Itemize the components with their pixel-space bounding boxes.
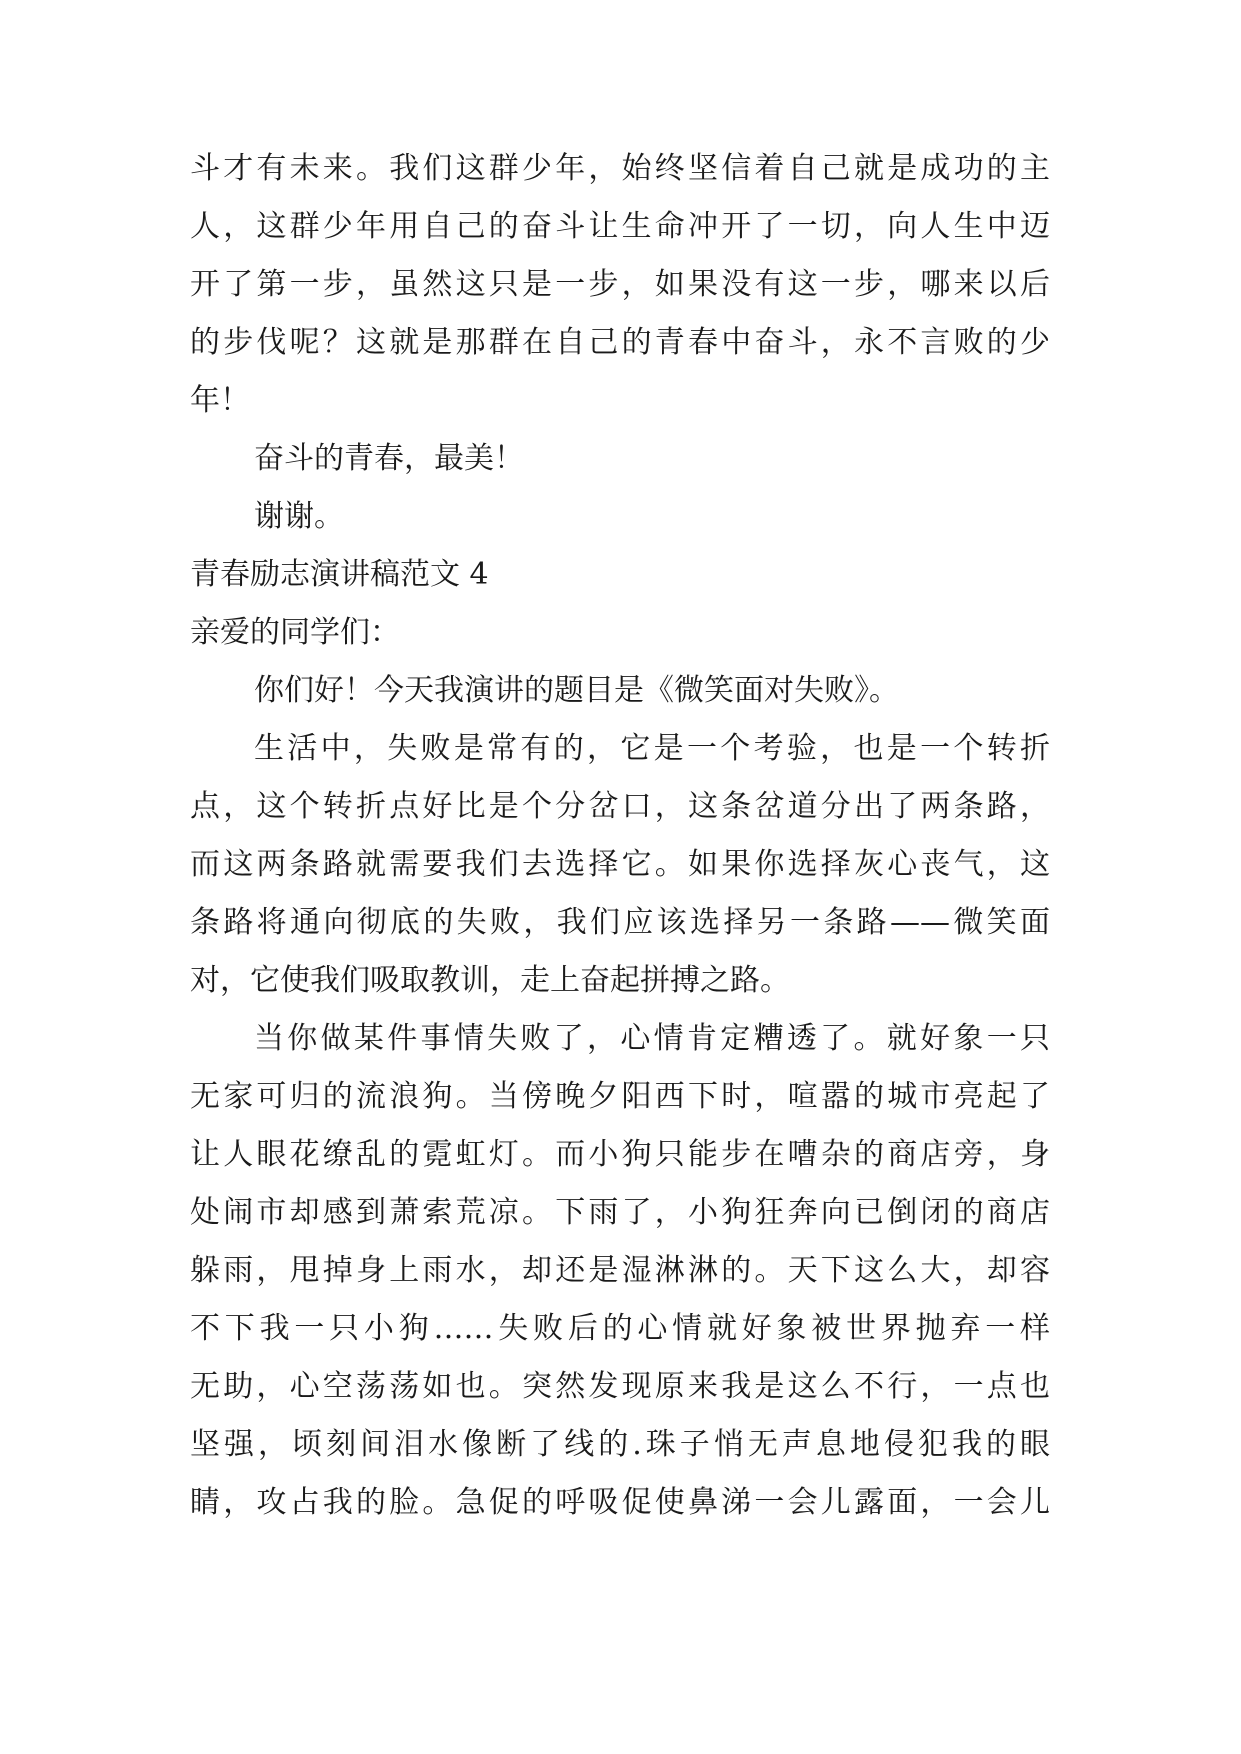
paragraph-line: 你们好！今天我演讲的题目是《微笑面对失败》。: [254, 673, 899, 708]
paragraph-line: 的步伐呢？这就是那群在自己的青春中奋斗，永不言败的少: [190, 325, 1050, 360]
paragraph-line: 奋斗的青春，最美！: [254, 441, 524, 476]
paragraph-line: 坚强，顷刻间泪水像断了线的.珠子悄无声息地侵犯我的眼: [190, 1427, 1050, 1462]
paragraph-line: 而这两条路就需要我们去选择它。如果你选择灰心丧气，这: [190, 847, 1050, 882]
salutation: 亲爱的同学们：: [190, 615, 400, 650]
paragraph-line: 处闹市却感到萧索荒凉。下雨了，小狗狂奔向已倒闭的商店: [190, 1195, 1050, 1230]
paragraph-line: 开了第一步，虽然这只是一步，如果没有这一步，哪来以后: [190, 267, 1050, 302]
paragraph-line: 当你做某件事情失败了，心情肯定糟透了。就好象一只: [254, 1021, 1050, 1056]
paragraph-line: 条路将通向彻底的失败，我们应该选择另一条路——微笑面: [190, 905, 1050, 940]
paragraph-line: 睛，攻占我的脸。急促的呼吸促使鼻涕一会儿露面，一会儿: [190, 1485, 1050, 1520]
paragraph-line: 人，这群少年用自己的奋斗让生命冲开了一切，向人生中迈: [190, 209, 1050, 244]
paragraph-line: 无家可归的流浪狗。当傍晚夕阳西下时，喧嚣的城市亮起了: [190, 1079, 1050, 1114]
paragraph-line: 让人眼花缭乱的霓虹灯。而小狗只能步在嘈杂的商店旁，身: [190, 1137, 1050, 1172]
section-heading: 青春励志演讲稿范文 4: [190, 557, 489, 592]
paragraph-line: 点，这个转折点好比是个分岔口，这条岔道分出了两条路，: [190, 789, 1050, 824]
paragraph-line: 不下我一只小狗……失败后的心情就好象被世界抛弃一样: [190, 1311, 1050, 1346]
paragraph-line: 斗才有未来。我们这群少年，始终坚信着自己就是成功的主: [190, 151, 1050, 186]
paragraph-line: 年！: [190, 383, 250, 418]
paragraph-line: 对，它使我们吸取教训，走上奋起拼搏之路。: [190, 963, 790, 998]
paragraph-line: 生活中，失败是常有的，它是一个考验，也是一个转折: [254, 731, 1050, 766]
paragraph-line: 谢谢。: [254, 499, 344, 534]
paragraph-line: 躲雨，甩掉身上雨水，却还是湿淋淋的。天下这么大，却容: [190, 1253, 1050, 1288]
paragraph-line: 无助，心空荡荡如也。突然发现原来我是这么不行，一点也: [190, 1369, 1050, 1404]
